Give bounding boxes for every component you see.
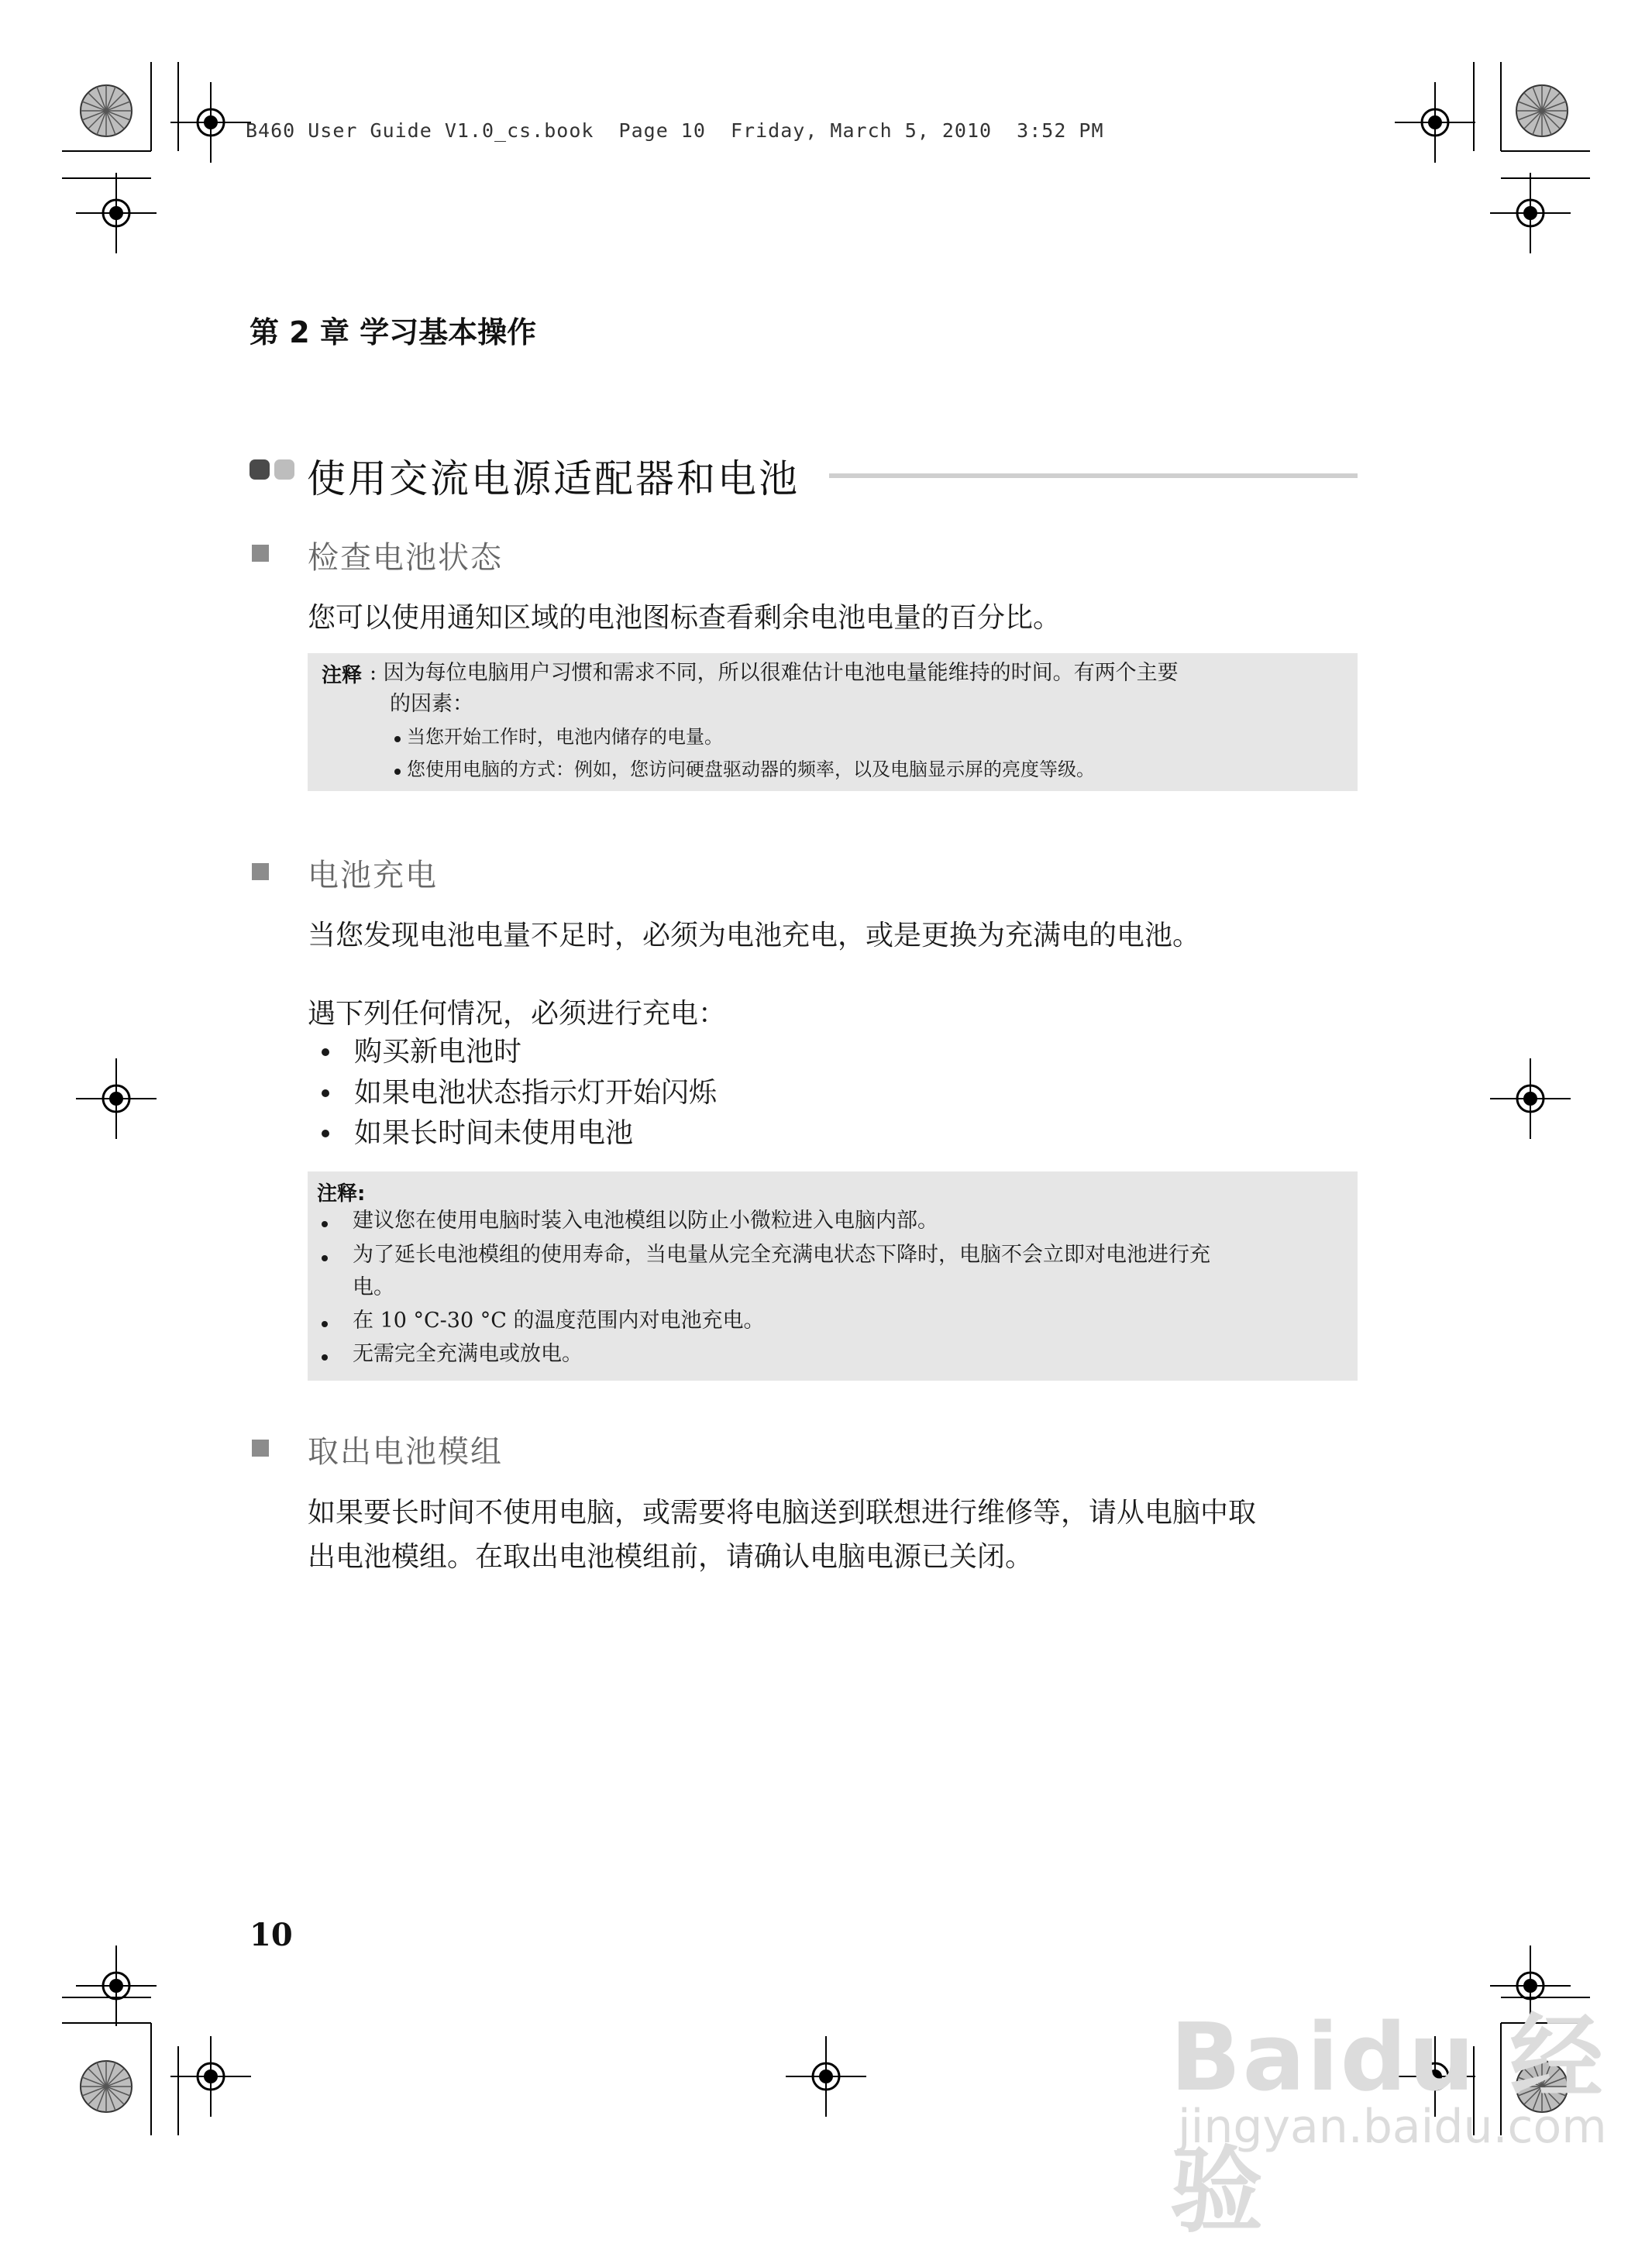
note-bullet-item: 建议您在使用电脑时装入电池模组以防止小微粒进入电脑内部。: [353, 1209, 938, 1233]
subsection-square-icon: [252, 545, 269, 562]
note-label: 注释:: [317, 1182, 366, 1206]
bullet-icon: [322, 1354, 328, 1361]
note-box-check-status: [308, 653, 1358, 791]
bullet-icon: [322, 1321, 328, 1327]
note-text-line: 的因素：: [390, 692, 473, 716]
watermark-url: jingyan.baidu.com: [1178, 2100, 1607, 2154]
subsection-heading-check-status: 检查电池状态: [308, 540, 503, 576]
bullet-icon: [322, 1048, 329, 1056]
note-bullet-item: 为了延长电池模组的使用寿命，当电量从完全充满电状态下降时，电脑不会立即对电池进行充: [353, 1243, 1210, 1267]
charging-bullet-item: 如果电池状态指示灯开始闪烁: [354, 1077, 718, 1109]
note-bullet-item: 无需完全充满电或放电。: [353, 1342, 583, 1366]
bullet-icon: [394, 769, 401, 775]
charging-bullet-item: 购买新电池时: [354, 1036, 522, 1068]
subsection-square-icon: [252, 863, 269, 880]
bullet-icon: [322, 1221, 328, 1227]
note-bullet-item: 您使用电脑的方式：例如，您访问硬盘驱动器的频率，以及电脑显示屏的亮度等级。: [407, 759, 1095, 780]
subsection-heading-charging: 电池充电: [308, 858, 438, 893]
note-box-charging: [308, 1171, 1358, 1381]
bullet-icon: [394, 736, 401, 742]
note-bullet-continuation: 电。: [353, 1275, 394, 1299]
note-label: 注释: [322, 664, 363, 687]
subsection-square-icon: [252, 1440, 269, 1457]
chapter-heading: 第 2 章 学习基本操作: [250, 315, 537, 349]
remove-battery-body-line: 出电池模组。在取出电池模组前，请确认电脑电源已关闭。: [308, 1541, 1034, 1573]
section-title: 使用交流电源适配器和电池: [307, 456, 800, 501]
check-status-body: 您可以使用通知区域的电池图标查看剩余电池电量的百分比。: [308, 602, 1062, 634]
section-title-rule: [829, 473, 1358, 478]
subsection-heading-remove-battery: 取出电池模组: [308, 1434, 503, 1470]
remove-battery-body-line: 如果要长时间不使用电脑，或需要将电脑送到联想进行维修等，请从电脑中取: [308, 1497, 1257, 1529]
print-header: B460 User Guide V1.0_cs.book Page 10 Friday, March 5, 2010 3:52 PM: [246, 119, 1104, 142]
section-title-marker-icon: [250, 459, 299, 486]
bullet-icon: [322, 1089, 329, 1097]
charging-intro: 遇下列任何情况，必须进行充电：: [308, 998, 727, 1030]
charging-bullet-item: 如果长时间未使用电池: [354, 1117, 634, 1149]
bullet-icon: [322, 1130, 329, 1137]
note-bullet-item: 在 10 °C-30 °C 的温度范围内对电池充电。: [353, 1309, 765, 1333]
note-text-line: : 因为每位电脑用户习惯和需求不同，所以很难估计电池电量能维持的时间。有两个主要: [370, 661, 1179, 685]
charging-body: 当您发现电池电量不足时，必须为电池充电，或是更换为充满电的电池。: [308, 920, 1201, 951]
note-bullet-item: 当您开始工作时，电池内储存的电量。: [407, 726, 723, 748]
bullet-icon: [322, 1255, 328, 1261]
page-number: 10: [250, 1917, 293, 1953]
watermark-logo: Baidu 经验: [1170, 2004, 1605, 2245]
